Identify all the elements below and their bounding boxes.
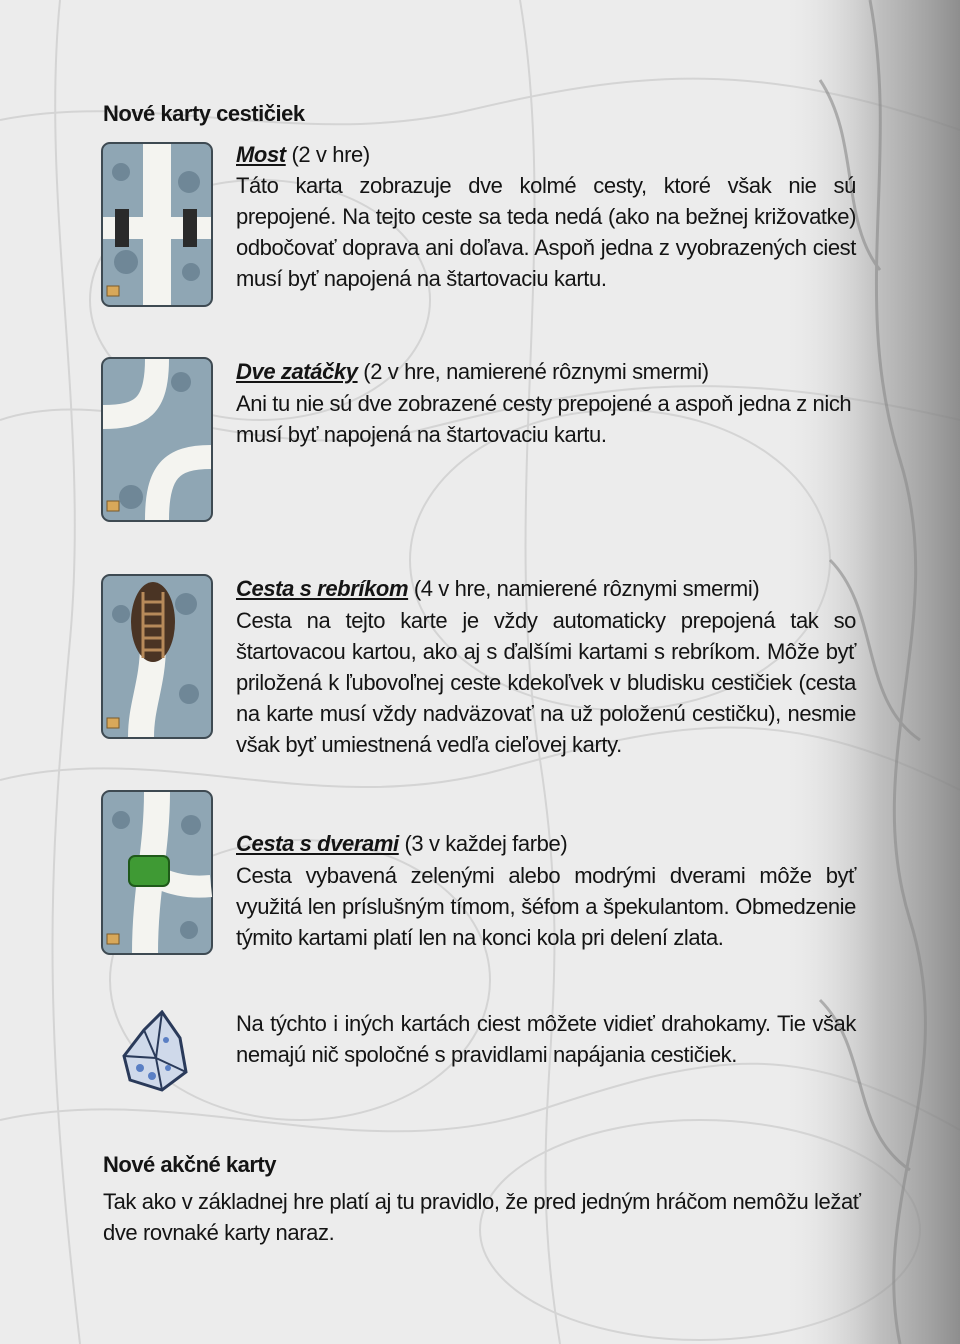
card-description-ladder: Cesta na tejto karte je vždy automaticky prepojená tak so štartovacou kartou, ako aj s ďalšími kartami s rebríkom. Môže byť priložená k ľubovoľnej ceste kdekoľvek v bludisku cestičiek (cesta na karte musí vždy nadväzovať na už položenú cestičku), nesmie však byť umiestnená vedľa cieľovej karty. <box>236 608 856 757</box>
gem-icon <box>122 1010 190 1092</box>
card-count-double-curve: (2 v hre, namierené rôznymi smermi) <box>357 359 709 384</box>
card-count-bridge: (2 v hre) <box>285 142 370 167</box>
double-curve-card-icon <box>101 357 213 522</box>
gem-note: Na týchto i iných kartách ciest môžete vidieť drahokamy. Tie však nemajú nič spoločné s pravidlami napájania cestičiek. <box>236 1011 856 1067</box>
bridge-card-icon <box>101 142 213 307</box>
card-title-ladder: Cesta s rebríkom <box>236 576 409 601</box>
card-count-ladder: (4 v hre, namierené rôznymi smermi) <box>408 576 760 601</box>
card-title-double-curve: Dve zatáčky <box>236 359 358 384</box>
card-count-door: (3 v každej farbe) <box>398 831 568 856</box>
card-description-door: Cesta vybavená zelenými alebo modrými dverami môže byť využitá len príslušným tímom, šéfom a špekulantom. Obmedzenie týmito kartami platí len na konci kola pri delení zlata. <box>236 863 856 950</box>
section-heading-paths: Nové karty cestičiek <box>103 101 305 126</box>
ladder-card-icon <box>101 574 213 739</box>
door-card-icon <box>101 790 213 955</box>
card-title-door: Cesta s dverami <box>236 831 399 856</box>
section-heading-actions: Nové akčné karty <box>103 1152 276 1177</box>
card-description-bridge: Táto karta zobrazuje dve kolmé cesty, ktoré však nie sú prepojené. Na tejto ceste sa teda nedá (ako na bežnej križovatke) odbočovať doprava ani doľava. Aspoň jedna z vyobrazených ciest musí byť napojená na štartovaciu kartu. <box>236 173 856 291</box>
actions-rule-text: Tak ako v základnej hre platí aj tu pravidlo, že pred jedným hráčom nemôžu ležať dve rovnaké karty naraz. <box>103 1189 861 1245</box>
card-title-bridge: Most <box>236 142 286 167</box>
card-description-double-curve: Ani tu nie sú dve zobrazené cesty prepojené a aspoň jedna z nich musí byť napojená na štartovaciu kartu. <box>236 391 852 447</box>
